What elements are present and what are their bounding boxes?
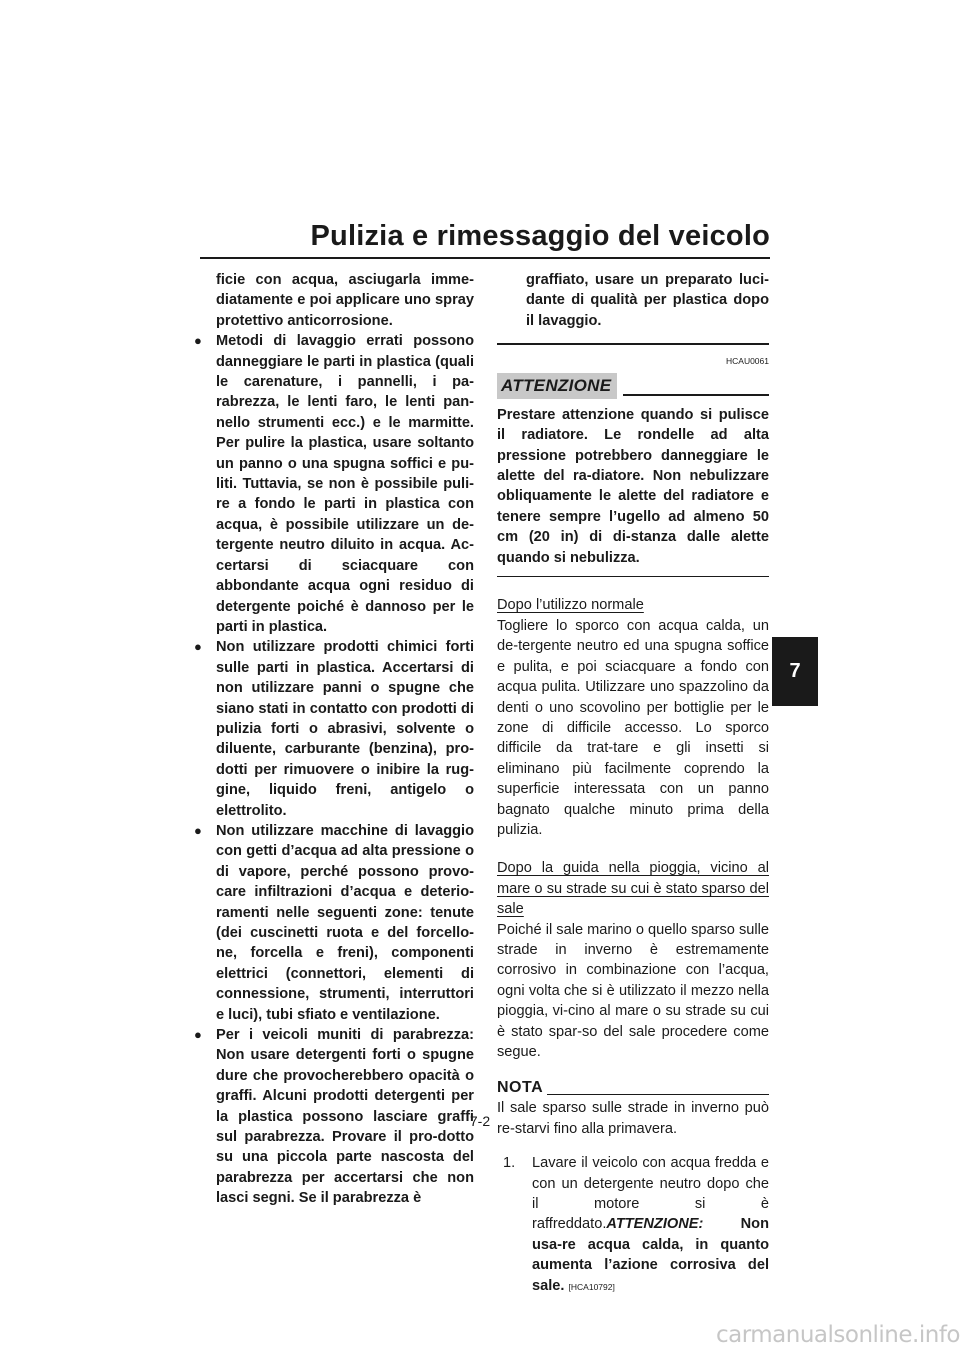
nota-label: NOTA <box>497 1079 544 1097</box>
intro-continuation: ficie con acqua, asciugarla imme-diatamente e poi applicare uno spray protettivo anticorrosione. <box>216 272 474 329</box>
section-heading: Dopo la guida nella pioggia, vicino al mare o su strade su cui è stato sparso del sale <box>497 860 769 918</box>
attention-label: ATTENZIONE <box>497 373 617 399</box>
step-warning-text: Non usa-re acqua calda, in quanto aumenta l’azione corrosiva del sale. <box>532 1216 769 1294</box>
section-text: Poiché il sale marino o quello sparso sulle strade in inverno è estremamente corrosivo in combinazione con l’acqua, ogni volta che si è utilizzato il mezzo nella pioggia, vi-cino al mare o su strade su cui è stato spar-so del sale procedere come segue. <box>497 921 769 1060</box>
section-text: Togliere lo sporco con acqua calda, un de-tergente neutro ed una spugna soffice e pulita, e poi sciacquare a fondo con acqua pulita. Utilizzare uno spazzolino da denti o uno scovolino per bottiglie per le zone di difficile accesso. Lo sporco difficile da trat-tare e gli insetti si eliminano più facilmente coprendo la superficie interessata con un panno bagnato qualche minuto prima della pulizia. <box>497 617 769 838</box>
left-column <box>193 270 474 1209</box>
bullet-dot-icon: ● <box>194 1027 202 1043</box>
section-heading: Dopo l’utilizzo normale <box>497 597 644 614</box>
bullet-continuation: graffiato, usare un preparato luci-dante di qualità per plastica dopo il lavaggio. <box>526 272 769 329</box>
bullet-item <box>193 821 474 1025</box>
attention-bottom-rule <box>497 576 769 578</box>
nota-header <box>497 1078 769 1098</box>
bullet-dot-icon: ● <box>194 639 202 655</box>
bullet-item <box>193 637 474 821</box>
nota-rule <box>547 1094 769 1096</box>
bullet-item <box>193 331 474 637</box>
attention-text: Prestare attenzione quando si pulisce il radiatore. Le rondelle ad alta pressione potrebbero danneggiare le alette del ra-diatore. Non nebulizzare obliquamente le alette del radiatore e tenere sempre l’ugello ad almeno 50 cm (20 in) di di-stanza dalle alette quando si nebulizza. <box>497 406 769 566</box>
attention-header <box>497 373 769 399</box>
bullet-text: Non utilizzare macchine di lavaggio con getti d’acqua ad alta pressione o di vapore, perché possono provo-care infiltrazioni d’acqua e deterio-ramenti nelle seguenti zone: tenute (dei cuscinetti ruota e del forcello-ne, forcella e freni), componenti elettrici (connettori, elementi di connessione, strumenti, interruttori e luci), tubi sfiato e ventilazione. <box>216 822 474 1023</box>
step-number: 1. <box>503 1155 516 1172</box>
title-rule <box>200 257 770 259</box>
nota-text: Il sale sparso sulle strade in inverno può re-starvi fino alla primavera. <box>497 1100 769 1137</box>
attention-header-rule <box>623 394 769 396</box>
step-code: [HCA10792] <box>568 1281 615 1292</box>
chapter-tab: 7 <box>772 637 818 706</box>
attention-top-rule <box>497 343 769 345</box>
step-text: Lavare il veicolo con acqua fredda e con un detergente neutro dopo che il motore si è raffreddato. <box>532 1155 769 1233</box>
bullet-text: Per i veicoli muniti di parabrezza: Non usare detergenti forti o spugne dure che provocherebbero opacità o graffi. Alcuni prodotti detergenti per la plastica possono lasciare graffi sul parabrezza. Provare il pro-dotto su una piccola parte nascosta del parabrezza per accertarsi che non lasci segni. Se il parabrezza è <box>216 1027 474 1207</box>
bullet-dot-icon: ● <box>194 333 202 349</box>
bullet-text: Metodi di lavaggio errati possono danneggiare le parti in plastica (quali le carenature, i pannelli, i pa-rabrezza, le lenti faro, le lenti pan-nello strumenti ecc.) e le marmitte. Per pulire la plastica, usare soltanto un panno o una spugna soffici e pu-liti. Tuttavia, se non è possibile puli-re a fondo le parti in plastica con acqua, è possibile utilizzare un de-tergente neutro diluito in acqua. Ac-certarsi di sciacquare con abbondante acqua ogni residuo di detergente poiché è dannoso per le parti in plastica. <box>216 333 474 635</box>
page-number: 7-2 <box>469 1113 491 1129</box>
bullet-text: Non utilizzare prodotti chimici forti sulle parti in plastica. Accertarsi di non utilizzare panni o spugne che siano stati in contatto con prodotti di pulizia forti o abrasivi, solvente o diluente, carburante (benzina), pro-dotti per rimuovere o inibire la rug-gine, liquido freni, antigelo o elettrolito. <box>216 639 474 819</box>
right-column <box>497 270 769 1297</box>
step-item <box>503 1153 769 1297</box>
attention-code: HCAU0061 <box>726 355 769 366</box>
page-title: Pulizia e rimessaggio del veicolo <box>310 220 770 252</box>
watermark: carmanualsonline.info <box>715 1322 960 1348</box>
bullet-dot-icon: ● <box>194 822 202 838</box>
step-warning-label: ATTENZIONE: <box>606 1216 704 1233</box>
